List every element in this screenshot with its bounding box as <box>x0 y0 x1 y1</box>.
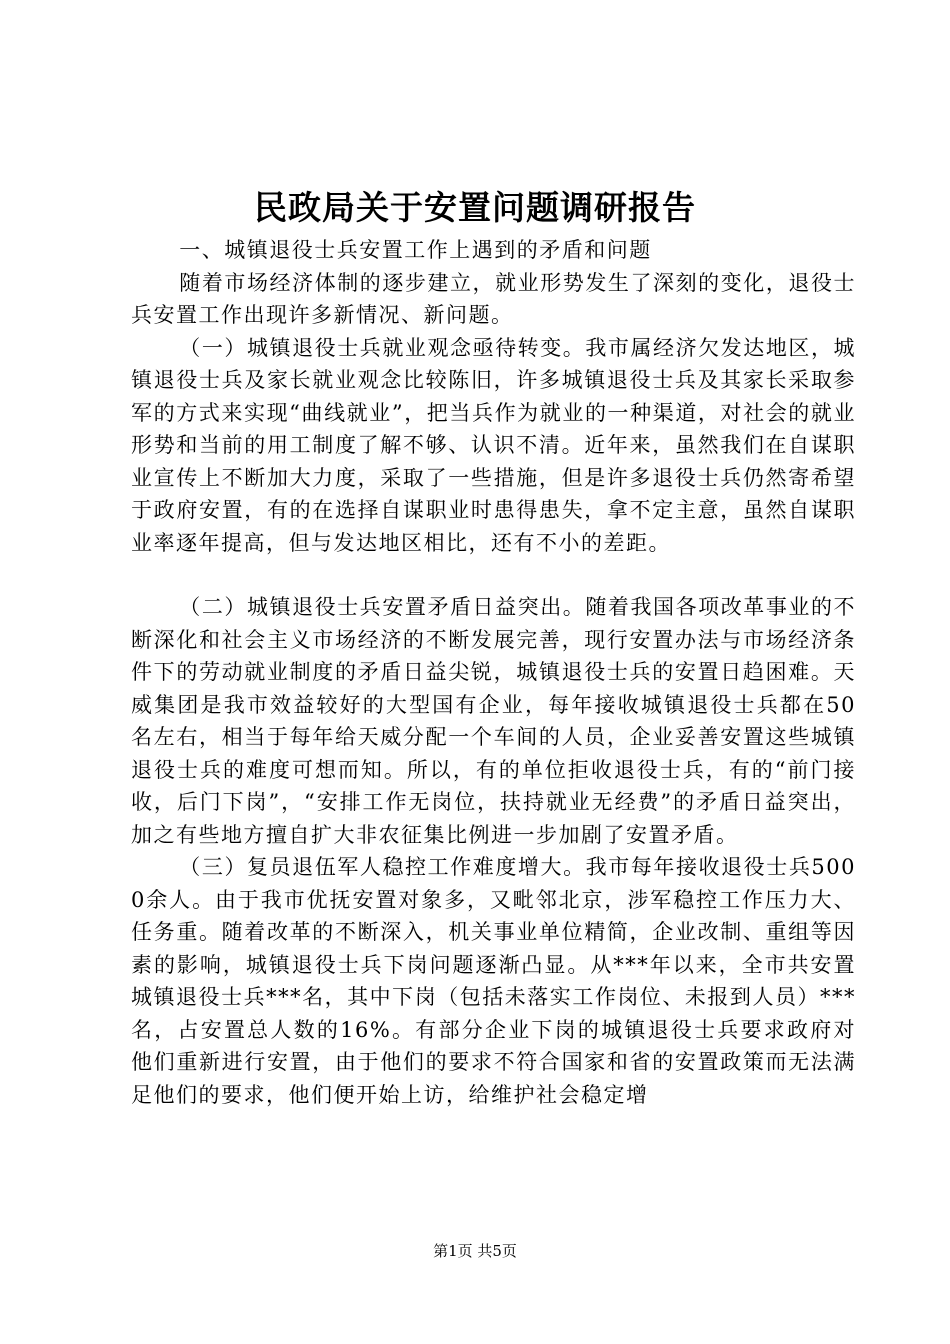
paragraph-item-1: （一）城镇退役士兵就业观念亟待转变。我市属经济欠发达地区，城镇退役士兵及家长就业观念比较陈旧，许多城镇退役士兵及其家长采取参军的方式来实现“曲线就业”，把当兵作为就业的一种渠道，对社会的就业形势和当前的用工制度了解不够、认识不清。近年来，虽然我们在自谋职业宣传上不断加大力度，采取了一些措施，但是许多退役士兵仍然寄希望于政府安置，有的在选择自谋职业时患得患失，拿不定主意，虽然自谋职业率逐年提高，但与发达地区相比，还有不小的差距。 <box>131 335 856 555</box>
page-footer: 第1页 共5页 <box>433 1242 517 1260</box>
section-heading: 一、城镇退役士兵安置工作上遇到的矛盾和问题 <box>179 238 652 262</box>
paragraph-intro: 随着市场经济体制的逐步建立，就业形势发生了深刻的变化，退役士兵安置工作出现许多新情况、新问题。 <box>131 270 856 327</box>
document-title: 民政局关于安置问题调研报告 <box>254 188 696 227</box>
paragraph-item-3: （三）复员退伍军人稳控工作难度增大。我市每年接收退役士兵5000余人。由于我市优抚安置对象多，又毗邻北京，涉军稳控工作压力大、任务重。随着改革的不断深入，机关事业单位精简，企业改制、重组等因素的影响，城镇退役士兵下岗问题逐渐凸显。从***年以来，全市共安置城镇退役士兵***名，其中下岗（包括未落实工作岗位、未报到人员）***名，占安置总人数的16%。有部分企业下岗的城镇退役士兵要求政府对他们重新进行安置，由于他们的要求不符合国家和省的安置政策而无法满足他们的要求，他们便开始上访，给维护社会稳定增 <box>131 855 856 1107</box>
paragraph-item-2: （二）城镇退役士兵安置矛盾日益突出。随着我国各项改革事业的不断深化和社会主义市场经济的不断发展完善，现行安置办法与市场经济条件下的劳动就业制度的矛盾日益尖锐，城镇退役士兵的安置日趋困难。天威集团是我市效益较好的大型国有企业，每年接收城镇退役士兵都在50名左右，相当于每年给天威分配一个车间的人员，企业妥善安置这些城镇退役士兵的难度可想而知。所以，有的单位拒收退役士兵，有的“前门接收，后门下岗”，“安排工作无岗位，扶持就业无经费”的矛盾日益突出，加之有些地方擅自扩大非农征集比例进一步加剧了安置矛盾。 <box>131 595 856 847</box>
document-body <box>131 234 856 1111</box>
